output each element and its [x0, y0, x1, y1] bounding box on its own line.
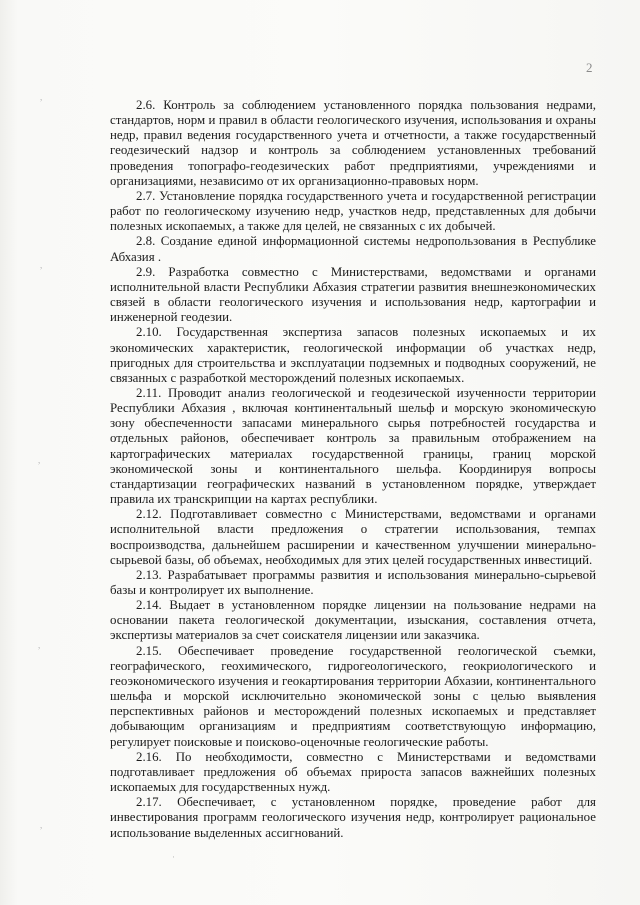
scan-mark: · — [172, 852, 175, 862]
paragraph-2-17: 2.17. Обеспечивает, с установленном порядке, проведение работ для инвестирования программ геологического изучения недр, контролирует рациональное использование выделенных ассигнований. — [110, 795, 596, 840]
paragraph-2-13: 2.13. Разрабатывает программы развития и использования минерально-сырьевой базы и контролирует их выполнение. — [110, 567, 596, 597]
scan-mark: , — [40, 820, 43, 830]
paragraph-2-7: 2.7. Установление порядка государственного учета и государственной регистрации работ по геологическому изучению недр, участков недр, представленных для добычи полезных ископаемых, а также для целей, не связанных с их добычей. — [110, 188, 596, 234]
scan-mark: , — [40, 260, 43, 270]
paragraph-2-14: 2.14. Выдает в установленном порядке лицензии на пользование недрами на основании пакета геологической документации, изыскания, составления отчета, экспертизы материалов за счет соискателя лицензии или заказчика. — [110, 598, 596, 643]
page-number: 2 — [586, 60, 593, 75]
scan-mark: , — [38, 640, 41, 650]
paragraph-2-10: 2.10. Государственная экспертиза запасов полезных ископаемых и их экономических характеристик, геологической информации об участках недр, пригодных для строительства и эксплуатации подземных и подводных сооружений, не связанных с разработкой месторождений полезных ископаемых. — [110, 325, 596, 385]
scan-mark: , — [40, 92, 43, 102]
paragraph-2-9: 2.9. Разработка совместно с Министерствами, ведомствами и органами исполнительной власти Республики Абхазия стратегии развития внешнеэкономических связей в области геологического изучения и использования недр, картографии и инженерной геодезии. — [110, 264, 596, 325]
paragraph-2-11: 2.11. Проводит анализ геологической и геодезической изученности территории Республики Абхазия , включая континентальный шельф и морскую экономическую зону обеспеченности запасами минерального сырья потребностей государства и отдельных районов, обеспечивает контроль за правильным отображением на картографических материалах государственной границы, границ морской экономической зоны и континентального шельфа. Координируя вопросы стандартизации географических названий в установленном порядке, утверждает правила их транскрипции на картах республики. — [110, 385, 596, 507]
paragraph-2-8: 2.8. Создание единой информационной системы недропользования в Республике Абхазия . — [110, 234, 596, 264]
paragraph-2-12: 2.12. Подготавливает совместно с Министерствами, ведомствами и органами исполнительной власти предложения о стратегии использования, темпах воспроизводства, дальнейшем расширении и качественном улучшении минерально-сырьевой базы, об объемах, необходимых для этих целей государственных инвестиций. — [110, 507, 596, 567]
paragraph-2-6: 2.6. Контроль за соблюдением установленного порядка пользования недрами, стандартов, норм и правил в области геологического изучения, использования и охраны недр, правил ведения государственного учета и отчетности, а также государственный геодезический надзор и контроль за соблюдением установленных требований проведения топографо-геодезических работ предприятиями, учреждениями и организациями, независимо от их организационно-правовых норм. — [110, 98, 596, 188]
document-body — [110, 98, 596, 841]
paragraph-2-15: 2.15. Обеспечивает проведение государственной геологической съемки, географического, геохимического, гидрогеологического, геокриологического и геоэкономического изучения и геокартирования территории Абхазии, континентального шельфа и морской исключительно экономической зоны с целью выявления перспективных районов и месторождений полезных ископаемых и представляет добывающим организациям и предприятиям соответствующую информацию, регулирует поисковые и поисково-оценочные геологические работы. — [110, 643, 596, 749]
scan-mark: , — [38, 455, 41, 465]
paragraph-2-16: 2.16. По необходимости, совместно с Министерствами и ведомствами подготавливает предложения об объемах прироста запасов важнейших полезных ископаемых для государственных нужд. — [110, 749, 596, 795]
